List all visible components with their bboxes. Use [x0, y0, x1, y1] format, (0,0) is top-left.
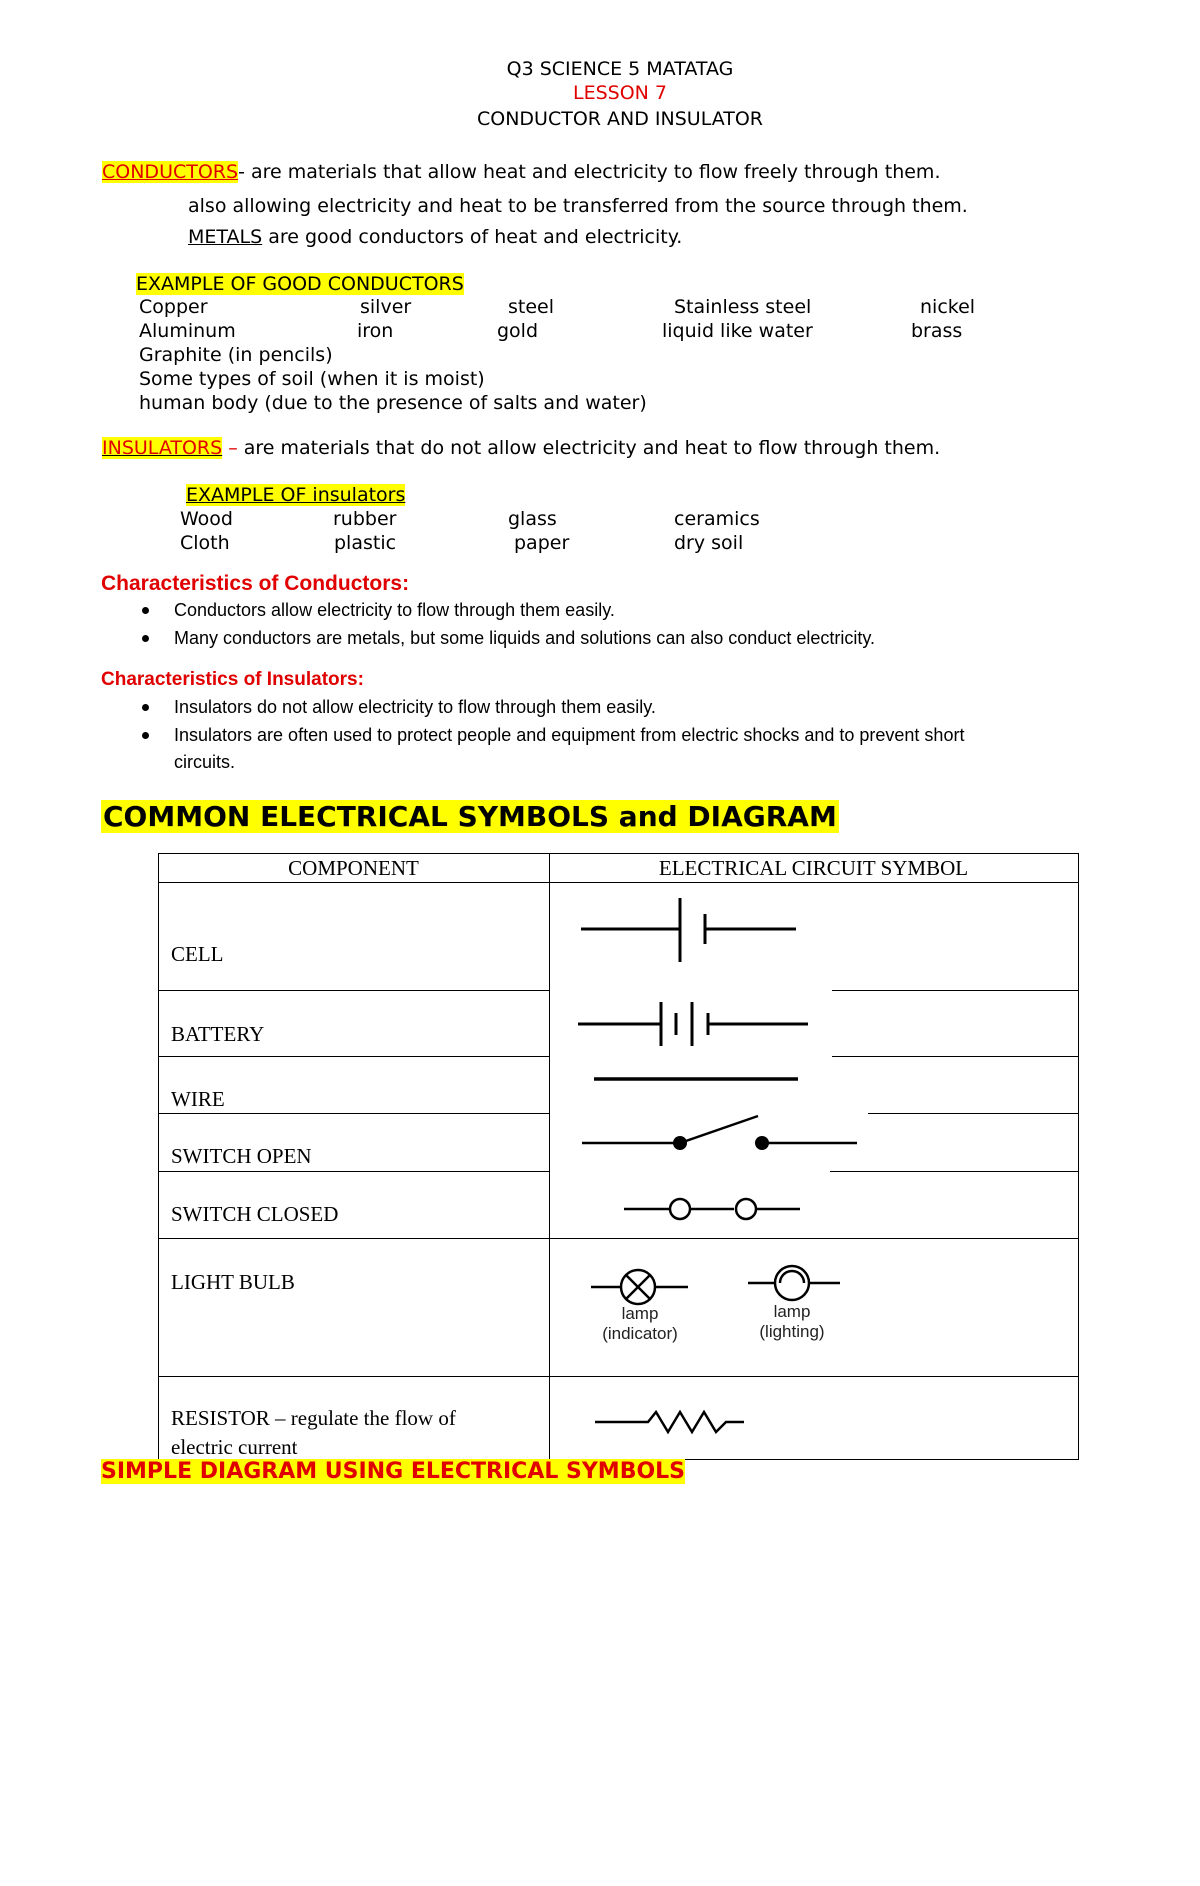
insulator-example: plastic: [334, 532, 397, 554]
insulator-characteristic: Insulators do not allow electricity to flow through them easily.: [174, 697, 656, 717]
conductor-characteristic: Conductors allow electricity to flow through them easily.: [174, 600, 615, 620]
lamp-indicator-symbol: [591, 1270, 688, 1304]
insulator-example: Wood: [180, 508, 233, 530]
lamp-indicator-sublabel: (indicator): [602, 1324, 678, 1343]
component-resistor-cont: electric current: [171, 1435, 298, 1459]
switch-open-node: [673, 1136, 687, 1150]
insulator-example: paper: [514, 532, 570, 554]
component-wire: WIRE: [171, 1087, 225, 1111]
simple-diagram-heading: SIMPLE DIAGRAM USING ELECTRICAL SYMBOLS: [101, 1459, 686, 1484]
conductor-example: Copper: [139, 296, 208, 318]
insulators-definition-text: are materials that do not allow electricity and heat to flow through them.: [243, 437, 941, 459]
component-light-bulb: LIGHT BULB: [171, 1270, 295, 1294]
insulators-examples-heading: EXAMPLE OF insulators: [186, 484, 406, 506]
conductor-example: gold: [497, 320, 539, 342]
insulator-example: glass: [508, 508, 557, 530]
insulator-example: Cloth: [180, 532, 230, 554]
insulators-term: INSULATORS: [102, 437, 223, 459]
switch-open-symbol: [582, 1116, 857, 1143]
cell-symbol: [581, 898, 796, 962]
conductor-example: nickel: [920, 296, 976, 318]
lamp-lighting-symbol: [748, 1266, 840, 1300]
insulator-characteristic-cont: circuits.: [174, 752, 236, 772]
conductor-example: liquid like water: [662, 320, 813, 342]
page-title: CONDUCTOR AND INSULATOR: [476, 108, 763, 130]
lamp-lighting-sublabel: (lighting): [759, 1322, 825, 1341]
symbols-section-heading: COMMON ELECTRICAL SYMBOLS and DIAGRAM: [103, 800, 837, 833]
conductor-example: silver: [360, 296, 412, 318]
component-switch-closed: SWITCH CLOSED: [171, 1202, 339, 1226]
lesson-number: LESSON 7: [572, 82, 667, 104]
battery-symbol: [578, 1002, 808, 1046]
insulator-example: rubber: [333, 508, 397, 530]
characteristics-conductors-heading: Characteristics of Conductors:: [101, 572, 410, 595]
insulator-example: ceramics: [674, 508, 760, 530]
conductor-example: Aluminum: [139, 320, 236, 342]
switch-open-node: [755, 1136, 769, 1150]
column-header-component: COMPONENT: [288, 856, 419, 880]
characteristics-insulators-heading: Characteristics of Insulators:: [101, 669, 364, 690]
metals-word: METALS: [188, 226, 263, 248]
conductor-extra: Some types of soil (when it is moist): [139, 368, 485, 390]
conductor-example: iron: [357, 320, 394, 342]
conductors-definition-text: - are materials that allow heat and electricity to flow freely through them.: [238, 161, 941, 183]
conductor-example: brass: [911, 320, 963, 342]
conductors-term: CONDUCTORS: [102, 161, 239, 183]
conductor-characteristic: Many conductors are metals, but some liquids and solutions can also conduct electricity.: [174, 628, 876, 648]
insulator-example: dry soil: [674, 532, 744, 554]
conductor-extra: human body (due to the presence of salts and water): [139, 392, 647, 414]
conductor-example: steel: [508, 296, 555, 318]
conductors-line2: also allowing electricity and heat to be transferred from the source through them.: [188, 195, 968, 217]
component-battery: BATTERY: [171, 1022, 265, 1046]
insulators-dash: –: [222, 437, 244, 459]
course-title: Q3 SCIENCE 5 MATATAG: [506, 58, 734, 80]
component-resistor: RESISTOR – regulate the flow of: [171, 1406, 456, 1430]
insulator-characteristic: Insulators are often used to protect people and equipment from electric shocks and to prevent short: [174, 725, 965, 745]
column-header-symbol: ELECTRICAL CIRCUIT SYMBOL: [658, 856, 969, 880]
conductor-example: Stainless steel: [674, 296, 812, 318]
component-switch-open: SWITCH OPEN: [171, 1144, 312, 1168]
conductor-extra: Graphite (in pencils): [139, 344, 333, 366]
resistor-symbol: [595, 1412, 744, 1432]
metals-rest: are good conductors of heat and electricity.: [262, 226, 683, 248]
lamp-lighting-label: lamp: [773, 1302, 811, 1321]
component-cell: CELL: [171, 942, 224, 966]
good-conductors-heading: EXAMPLE OF GOOD CONDUCTORS: [136, 273, 464, 295]
switch-closed-symbol: [624, 1199, 800, 1219]
lamp-indicator-label: lamp: [621, 1304, 659, 1323]
